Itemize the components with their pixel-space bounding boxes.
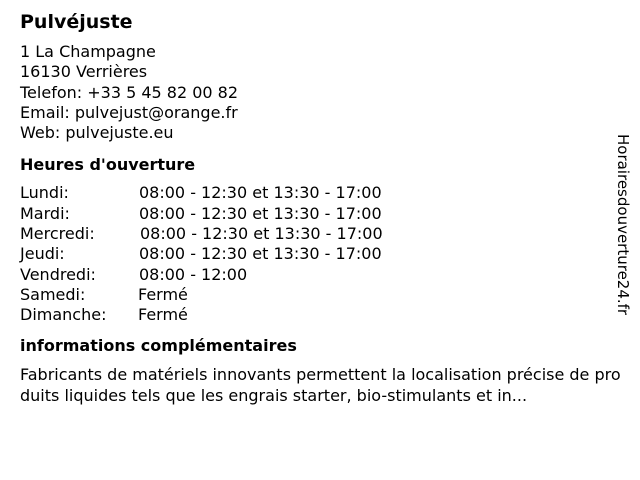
brand-watermark: Horairesdouverture24.fr — [614, 134, 632, 316]
hours-title: Heures d'ouverture — [20, 155, 196, 175]
day-label: Dimanche: — [20, 305, 107, 325]
email-line[interactable]: Email: pulvejust@orange.fr — [20, 102, 238, 122]
hours-row-sunday — [20, 305, 600, 325]
day-hours: 08:00 - 12:30 et 13:30 - 17:00 — [139, 244, 382, 264]
hours-table — [20, 183, 600, 325]
day-label: Samedi: — [20, 284, 86, 304]
phone-line[interactable]: Telefon: +33 5 45 82 00 82 — [20, 82, 239, 102]
day-hours: 08:00 - 12:00 — [139, 264, 248, 284]
hours-row-friday — [20, 265, 600, 285]
info-title: informations complémentaires — [20, 335, 297, 355]
day-hours: 08:00 - 12:30 et 13:30 - 17:00 — [140, 224, 383, 244]
address-block — [20, 42, 600, 143]
hours-row-saturday — [20, 285, 600, 305]
day-hours: 08:00 - 12:30 et 13:30 - 17:00 — [139, 183, 382, 203]
day-hours: Fermé — [138, 284, 188, 304]
day-label: Lundi: — [20, 183, 69, 203]
business-card — [20, 10, 621, 406]
day-label: Vendredi: — [20, 264, 96, 284]
hours-row-monday — [20, 183, 600, 203]
business-name: Pulvéjuste — [20, 11, 133, 33]
day-label: Jeudi: — [20, 244, 65, 264]
day-label: Mardi: — [20, 203, 70, 223]
day-hours: 08:00 - 12:30 et 13:30 - 17:00 — [139, 203, 382, 223]
day-label: Mercredi: — [20, 224, 95, 244]
hours-row-thursday — [20, 244, 600, 264]
info-description: Fabricants de matériels innovants permettent la localisation précise de produits liquides tels que les engrais starter, bio-stimulants et in... — [20, 364, 621, 405]
hours-row-wednesday — [20, 224, 600, 244]
day-hours: Fermé — [138, 305, 188, 325]
hours-row-tuesday — [20, 204, 600, 224]
address-street: 1 La Champagne — [20, 42, 156, 61]
address-city: 16130 Verrières — [20, 62, 148, 82]
web-line[interactable]: Web: pulvejuste.eu — [20, 123, 174, 143]
